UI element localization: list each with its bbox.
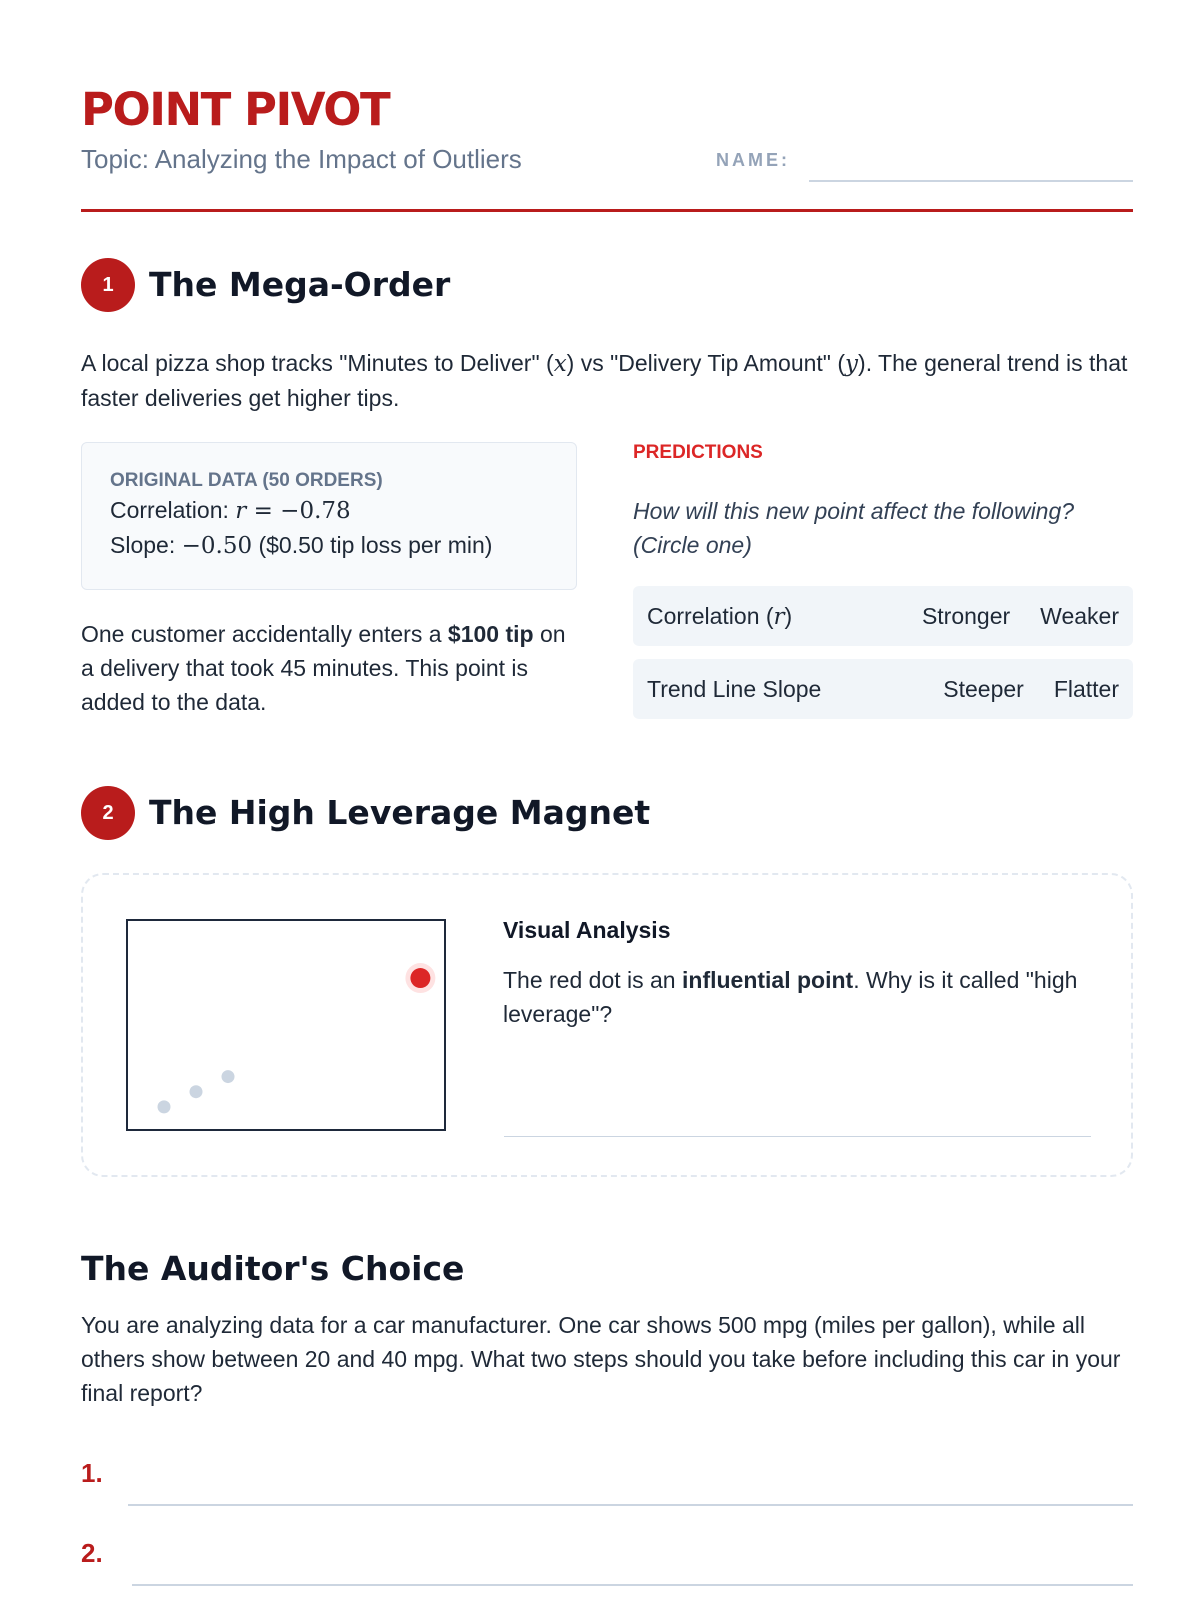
option-weaker[interactable]: Weaker bbox=[1040, 603, 1119, 629]
header-divider bbox=[81, 209, 1133, 212]
section-3-title: The Auditor's Choice bbox=[81, 1249, 465, 1288]
answer-line-2[interactable] bbox=[132, 1584, 1133, 1586]
section-number-badge: 1 bbox=[81, 258, 135, 312]
section-1-intro: A local pizza shop tracks "Minutes to Deliver" (x) vs "Delivery Tip Amount" (y). The general trend is that faster deliveries get higher tips. bbox=[81, 350, 1128, 411]
answer-number-1: 1. bbox=[81, 1458, 103, 1488]
option-flatter[interactable]: Flatter bbox=[1053, 676, 1119, 702]
section-title: The High Leverage Magnet bbox=[149, 793, 651, 832]
prediction-row-slope bbox=[633, 659, 1133, 719]
visual-analysis-box bbox=[81, 873, 1133, 1177]
option-stronger[interactable]: Stronger bbox=[921, 603, 1011, 629]
cluster-point bbox=[190, 1085, 203, 1098]
visual-analysis-answer-line[interactable] bbox=[504, 1136, 1091, 1137]
correlation-value: Correlation: r = −0.78 bbox=[110, 497, 351, 524]
worksheet-header bbox=[81, 82, 1133, 212]
scatter-plot-frame bbox=[127, 920, 445, 1130]
influential-point bbox=[410, 968, 430, 988]
predictions-label: PREDICTIONS bbox=[633, 442, 763, 463]
original-data-label: ORIGINAL DATA (50 ORDERS) bbox=[110, 470, 383, 491]
prediction-options bbox=[913, 659, 1119, 719]
predictions-question: How will this new point affect the following? (Circle one) bbox=[633, 498, 1075, 558]
section-title: The Mega-Order bbox=[149, 265, 451, 304]
topic-subtitle: Topic: Analyzing the Impact of Outliers bbox=[81, 144, 522, 174]
cluster-point bbox=[222, 1070, 235, 1083]
worksheet-title: POINT PIVOT bbox=[81, 83, 390, 136]
prediction-row-label: Trend Line Slope bbox=[647, 676, 822, 702]
prediction-options bbox=[892, 586, 1119, 646]
answer-number-2: 2. bbox=[81, 1538, 103, 1568]
name-label: NAME: bbox=[716, 150, 790, 170]
answer-line-1[interactable] bbox=[128, 1504, 1133, 1506]
math-variable: x bbox=[553, 351, 567, 377]
option-steeper[interactable]: Steeper bbox=[943, 676, 1024, 702]
prediction-row-correlation bbox=[633, 586, 1133, 646]
prediction-row-label: Correlation (r) bbox=[647, 603, 793, 630]
cluster-point bbox=[158, 1100, 171, 1113]
visual-analysis-question: The red dot is an influential point. Why is it called "high leverage"? bbox=[503, 967, 1078, 1027]
original-data-box bbox=[81, 442, 577, 590]
scatter-plot bbox=[126, 919, 446, 1131]
section-3-prompt: You are analyzing data for a car manufacturer. One car shows 500 mpg (miles per gallon), while all others show between 20 and 40 mpg. What two steps should you take before including this car in your final report? bbox=[81, 1312, 1121, 1406]
name-answer-line[interactable] bbox=[809, 180, 1133, 182]
section-number-badge: 2 bbox=[81, 786, 135, 840]
section-1-story: One customer accidentally enters a $100 tip on a delivery that took 45 minutes. This point is added to the data. bbox=[81, 621, 566, 715]
visual-analysis-title: Visual Analysis bbox=[503, 917, 671, 943]
math-variable: y bbox=[845, 351, 859, 377]
slope-value: Slope: −0.50 ($0.50 tip loss per min) bbox=[110, 532, 493, 559]
